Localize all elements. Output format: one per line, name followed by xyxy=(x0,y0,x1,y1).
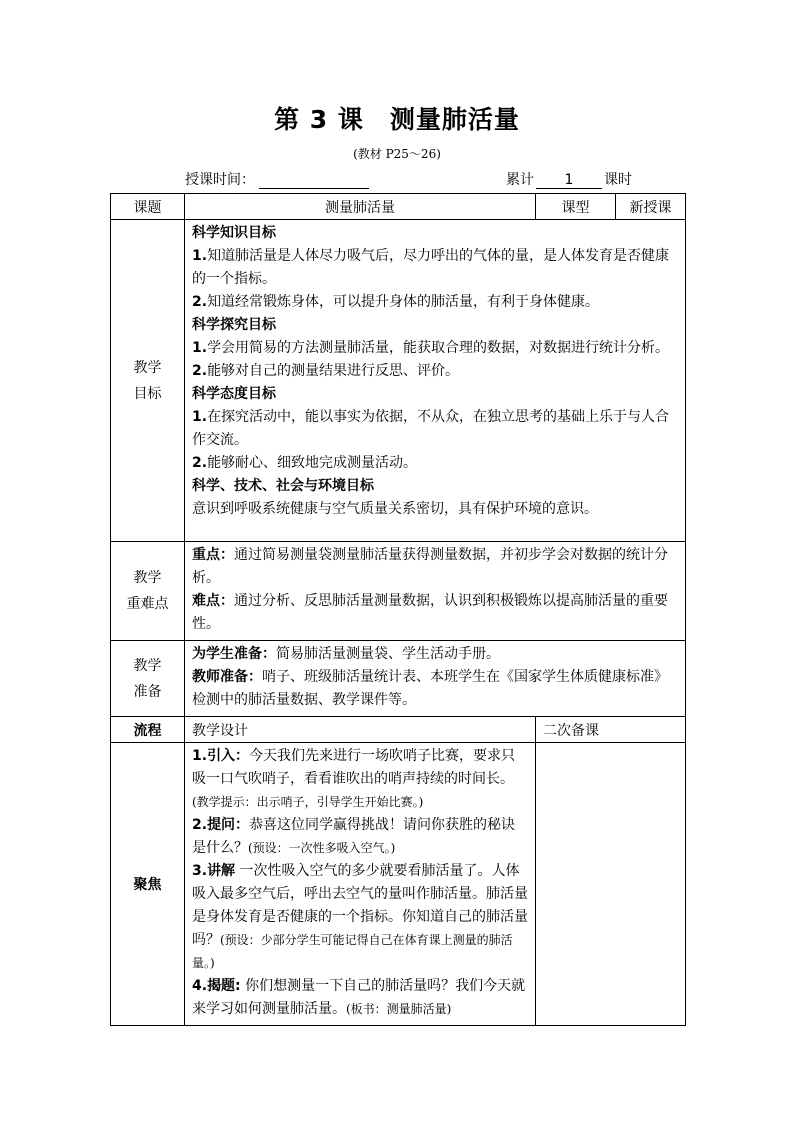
period-label: 课时 xyxy=(604,172,632,188)
document-title: 第 3 课 测量肺活量 xyxy=(274,105,520,134)
teacher-preparation: 教师准备：哨子、班级肺活量统计表、本班学生在《国家学生体质健康标准》检测中的肺活量数据、教学课件等。 xyxy=(192,669,668,708)
process-header-row xyxy=(111,717,686,743)
keypoints-row xyxy=(111,542,686,641)
lesson-meta-row xyxy=(0,169,794,189)
cumulative-value: 1 xyxy=(536,172,602,189)
cumulative-label: 累计 xyxy=(506,172,534,188)
attitude-heading: 科学态度目标 xyxy=(192,386,276,402)
cumulative-field xyxy=(506,169,632,189)
objectives-row xyxy=(111,220,686,542)
focus-step: 3.讲解 一次性吸入空气的多少就要看肺活量了。人体吸入最多空气后，呼出去空气的量叫作肺活量。肺活量是身体发育是否健康的一个指标。你知道自己的肺活量吗？(预设：少部分学生可能记得自己在体育课上测量的肺活量。) xyxy=(192,863,528,970)
key-point: 重点：通过简易测量袋测量肺活量获得测量数据，并初步学会对数据的统计分析。 xyxy=(192,547,668,586)
inquiry-heading: 科学探究目标 xyxy=(192,317,276,333)
focus-step: 1.引入：今天我们先来进行一场吹哨子比赛，要求只吸一口气吹哨子，看看谁吹出的哨声持续的时间长。(教学提示：出示哨子，引导学生开始比赛。) xyxy=(192,748,516,809)
process-label: 流程 xyxy=(111,717,185,743)
lesson-time-label: 授课时间： xyxy=(185,172,255,188)
attitude-item: 2.能够耐心、细致地完成测量活动。 xyxy=(192,455,418,471)
objectives-label: 教学 目标 xyxy=(111,220,185,542)
lesson-plan-table xyxy=(110,193,686,1026)
preparation-content xyxy=(185,641,686,717)
knowledge-heading: 科学知识目标 xyxy=(192,225,276,241)
student-preparation: 为学生准备：简易肺活量测量袋、学生活动手册。 xyxy=(192,646,500,662)
keypoints-content xyxy=(185,542,686,641)
secondary-prep-label: 二次备课 xyxy=(536,717,686,743)
keypoints-label: 教学 重难点 xyxy=(111,542,185,641)
topic-value: 测量肺活量 xyxy=(185,194,536,220)
focus-step: 2.提问：恭喜这位同学赢得挑战！请问你获胜的秘诀是什么？(预设：一次性多吸入空气。) xyxy=(192,817,516,856)
focus-content xyxy=(185,743,536,1026)
inquiry-item: 2.能够对自己的测量结果进行反思、评价。 xyxy=(192,363,460,379)
knowledge-item: 1.知道肺活量是人体尽力吸气后，尽力呼出的气体的量，是人体发育是否健康的一个指标。 xyxy=(192,248,670,287)
lesson-type-label: 课型 xyxy=(536,194,616,220)
difficult-point: 难点：通过分析、反思肺活量测量数据，认识到积极锻炼以提高肺活量的重要性。 xyxy=(192,593,668,632)
objectives-content xyxy=(185,220,686,542)
knowledge-item: 2.知道经常锻炼身体，可以提升身体的肺活量，有利于身体健康。 xyxy=(192,294,600,310)
textbook-reference: (教材 P25～26) xyxy=(353,147,441,161)
sts-item: 意识到呼吸系统健康与空气质量关系密切，具有保护环境的意识。 xyxy=(192,501,598,517)
secondary-prep-cell xyxy=(536,743,686,1026)
lesson-type-value: 新授课 xyxy=(616,194,686,220)
topic-row xyxy=(111,194,686,220)
preparation-row xyxy=(111,641,686,717)
inquiry-item: 1.学会用简易的方法测量肺活量，能获取合理的数据，对数据进行统计分析。 xyxy=(192,340,670,356)
focus-step: 4.揭题: 你们想测量一下自己的肺活量吗？我们今天就来学习如何测量肺活量。(板书：测量肺活量) xyxy=(192,978,526,1017)
focus-row xyxy=(111,743,686,1026)
preparation-label: 教学 准备 xyxy=(111,641,185,717)
design-label: 教学设计 xyxy=(185,717,536,743)
topic-label: 课题 xyxy=(111,194,185,220)
attitude-item: 1.在探究活动中，能以事实为依据，不从众，在独立思考的基础上乐于与人合作交流。 xyxy=(192,409,670,448)
focus-label: 聚焦 xyxy=(111,743,185,1026)
sts-heading: 科学、技术、社会与环境目标 xyxy=(192,478,374,494)
lesson-time-field xyxy=(185,169,369,189)
lesson-time-blank xyxy=(259,174,369,189)
